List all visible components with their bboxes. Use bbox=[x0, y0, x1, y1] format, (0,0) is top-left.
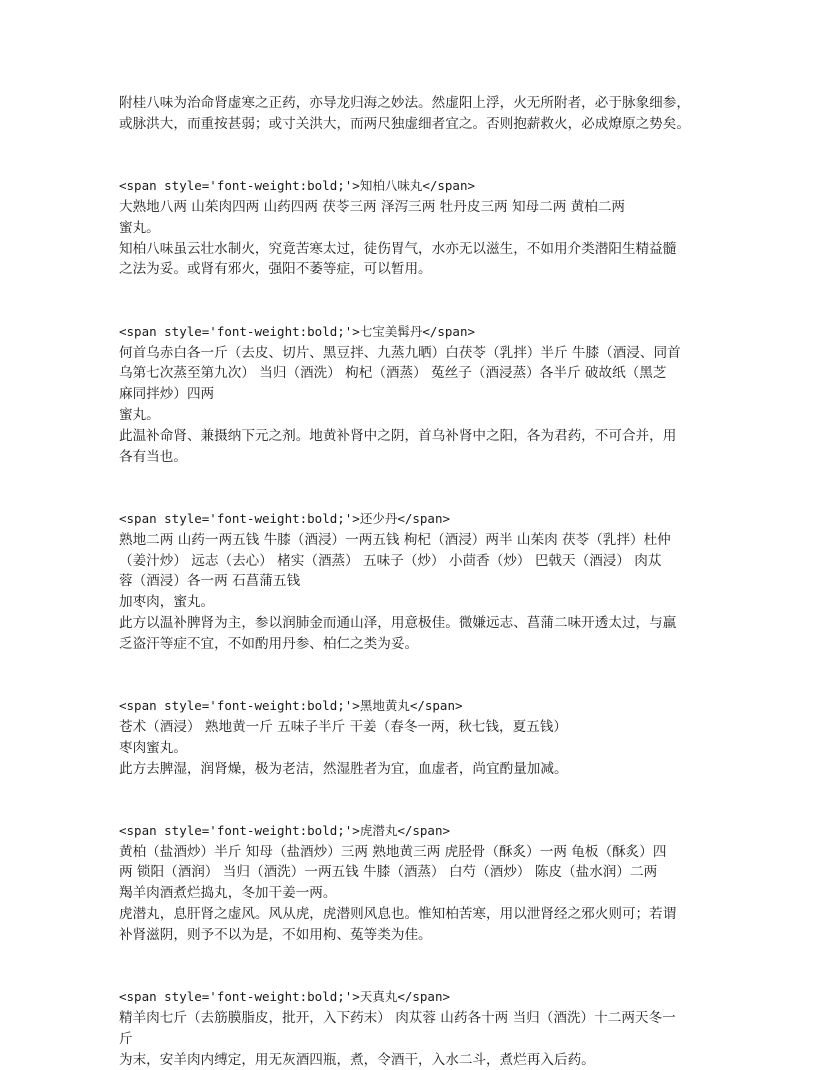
section-zhibai-bawei-wan bbox=[119, 176, 701, 280]
text-line: 加枣肉，蜜丸。 bbox=[119, 594, 215, 611]
section-header: <span style='font-weight:bold;'>知柏八味丸</span> bbox=[119, 178, 475, 194]
section-tianzhen-wan bbox=[119, 987, 701, 1070]
text-line: 各有当也。 bbox=[119, 448, 187, 465]
text-line: 大熟地八两 山茱肉四两 山药四两 茯苓三两 泽泻三两 牡丹皮三两 知母二两 黄柏二两 bbox=[119, 198, 626, 215]
text-line: 蜜丸。 bbox=[119, 406, 160, 423]
section-header: <span style='font-weight:bold;'>黑地黄丸</span> bbox=[119, 698, 463, 714]
text-line: 苍术（酒浸） 熟地黄一斤 五味子半斤 干姜（春冬一两，秋七钱，夏五钱） bbox=[119, 718, 567, 735]
text-line: 麻同拌炒）四两 bbox=[119, 386, 215, 403]
text-line: 乏盗汗等症不宜，不如酌用丹参、柏仁之类为妥。 bbox=[119, 635, 419, 652]
text-line: 熟地二两 山药一两五钱 牛膝（酒浸）一两五钱 枸杞（酒浸）两半 山茱肉 茯苓（乳拌）杜仲 bbox=[119, 531, 671, 548]
document-page bbox=[119, 93, 701, 1070]
text-line: 此温补命肾、兼摄纳下元之剂。地黄补肾中之阴，首乌补肾中之阳，各为君药，不可合并，用 bbox=[119, 427, 677, 444]
text-line: 之法为妥。或肾有邪火，强阳不萎等症，可以暂用。 bbox=[119, 261, 432, 278]
text-line: 虎潜丸，息肝肾之虚风。风从虎，虎潜则风息也。惟知柏苦寒，用以泄肾经之邪火则可；若谓 bbox=[119, 906, 677, 923]
text-line: 精羊肉七斤（去筋膜脂皮，批开，入下药末） 肉苁蓉 山药各十两 当归（酒洗）十二两天冬一 bbox=[119, 1010, 676, 1027]
intro-paragraph bbox=[119, 93, 701, 135]
section-huqian-wan bbox=[119, 821, 701, 946]
section-qibao-meiran-dan bbox=[119, 322, 701, 468]
text-line: 补肾滋阴，则予不以为是，不如用枸、菟等类为佳。 bbox=[119, 926, 432, 943]
section-huanshao-dan bbox=[119, 509, 701, 655]
text-line: 蓉（酒浸）各一两 石菖蒲五钱 bbox=[119, 573, 301, 590]
text-line: （姜汁炒） 远志（去心） 楮实（酒蒸） 五味子（炒） 小茴香（炒） 巴戟天（酒浸） 肉苁 bbox=[119, 552, 662, 569]
section-hei-dihuang-wan bbox=[119, 696, 701, 779]
section-header: <span style='font-weight:bold;'>天真丸</span> bbox=[119, 989, 450, 1005]
text-line: 蜜丸。 bbox=[119, 219, 160, 236]
text-line: 或脉洪大，而重按甚弱；或寸关洪大，而两尺独虚细者宜之。否则抱薪救火，必成燎原之势矣。 bbox=[119, 115, 690, 132]
text-line: 为末，安羊肉内缚定，用无灰酒四瓶，煮，令酒干，入水二斗，煮烂再入后药。 bbox=[119, 1051, 595, 1068]
section-header: <span style='font-weight:bold;'>七宝美髯丹</span> bbox=[119, 323, 475, 339]
text-line: 乌第七次蒸至第九次） 当归（酒洗） 枸杞（酒蒸） 菟丝子（酒浸蒸）各半斤 破故纸（黑芝 bbox=[119, 365, 667, 382]
text-line: 斤 bbox=[119, 1030, 133, 1047]
text-line: 此方去脾湿，润肾燥，极为老洁，然湿胜者为宜，血虚者，尚宜酌量加减。 bbox=[119, 760, 568, 777]
text-line: 羯羊肉酒煮烂捣丸，冬加干姜一两。 bbox=[119, 885, 337, 902]
section-header: <span style='font-weight:bold;'>虎潜丸</span> bbox=[119, 822, 450, 838]
text-line: 附桂八味为治命肾虚寒之正药，亦导龙归海之妙法。然虚阳上浮，火无所附者，必于脉象细参， bbox=[119, 95, 690, 111]
text-line: 黄柏（盐酒炒）半斤 知母（盐酒炒）三两 熟地黄三两 虎胫骨（酥炙）一两 龟板（酥炙）四 bbox=[119, 843, 667, 860]
text-line: 两 锁阳（酒润） 当归（酒洗）一两五钱 牛膝（酒蒸） 白芍（酒炒） 陈皮（盐水润）二两 bbox=[119, 864, 658, 881]
section-header: <span style='font-weight:bold;'>还少丹</span> bbox=[119, 510, 450, 526]
text-line: 知柏八味虽云壮水制火，究竟苦寒太过，徒伤胃气，水亦无以滋生，不如用介类潜阳生精益髓 bbox=[119, 240, 677, 257]
text-line: 何首乌赤白各一斤（去皮、切片、黑豆拌、九蒸九晒）白茯苓（乳拌）半斤 牛膝（酒浸、同首 bbox=[119, 344, 681, 361]
text-line: 此方以温补脾肾为主，参以润肺金而通山泽，用意极佳。微嫌远志、菖蒲二味开透太过，与羸 bbox=[119, 614, 677, 631]
text-line: 枣肉蜜丸。 bbox=[119, 739, 187, 756]
